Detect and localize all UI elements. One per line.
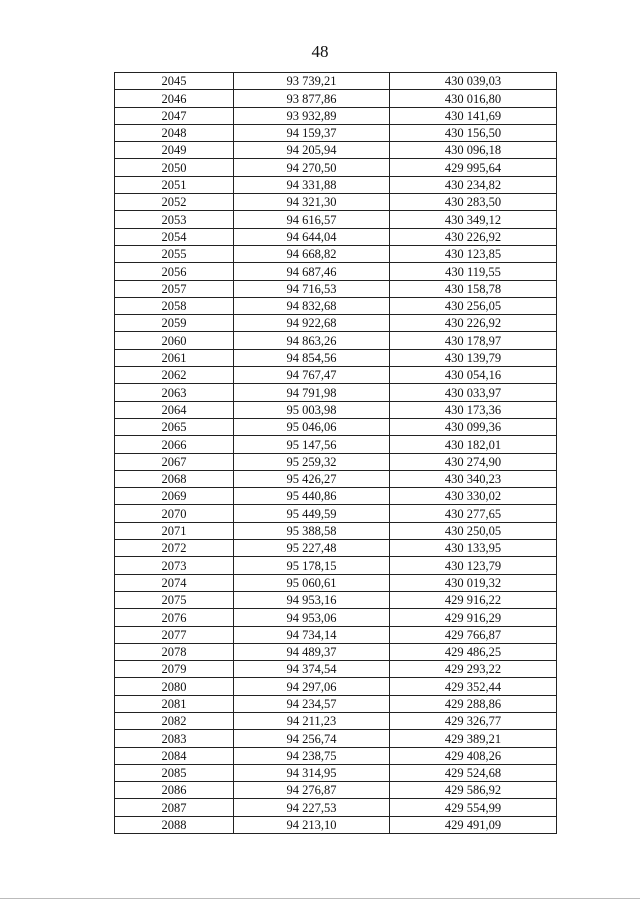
x-coordinate-cell: 94 863,26 — [234, 332, 390, 349]
table-row — [115, 522, 557, 539]
y-coordinate-cell: 429 408,26 — [390, 747, 557, 764]
table-row — [115, 142, 557, 159]
table-row — [115, 73, 557, 90]
point-number-cell: 2056 — [115, 263, 234, 280]
table-row — [115, 505, 557, 522]
point-number-cell: 2075 — [115, 591, 234, 608]
x-coordinate-cell: 95 449,59 — [234, 505, 390, 522]
table-row — [115, 799, 557, 816]
point-number-cell: 2086 — [115, 782, 234, 799]
point-number-cell: 2066 — [115, 436, 234, 453]
table-row — [115, 782, 557, 799]
point-number-cell: 2058 — [115, 297, 234, 314]
x-coordinate-cell: 94 922,68 — [234, 315, 390, 332]
point-number-cell: 2063 — [115, 384, 234, 401]
y-coordinate-cell: 430 123,79 — [390, 557, 557, 574]
y-coordinate-cell: 430 158,78 — [390, 280, 557, 297]
y-coordinate-cell: 430 039,03 — [390, 73, 557, 90]
point-number-cell: 2053 — [115, 211, 234, 228]
table-row — [115, 436, 557, 453]
page-number: 48 — [311, 42, 329, 61]
table-row — [115, 661, 557, 678]
y-coordinate-cell: 430 277,65 — [390, 505, 557, 522]
point-number-cell: 2062 — [115, 367, 234, 384]
point-number-cell: 2083 — [115, 730, 234, 747]
table-row — [115, 470, 557, 487]
point-number-cell: 2080 — [115, 678, 234, 695]
table-row — [115, 453, 557, 470]
x-coordinate-cell: 94 205,94 — [234, 142, 390, 159]
table-row — [115, 263, 557, 280]
y-coordinate-cell: 429 486,25 — [390, 643, 557, 660]
x-coordinate-cell: 95 426,27 — [234, 470, 390, 487]
table-row — [115, 90, 557, 107]
x-coordinate-cell: 94 616,57 — [234, 211, 390, 228]
y-coordinate-cell: 429 995,64 — [390, 159, 557, 176]
table-row — [115, 367, 557, 384]
x-coordinate-cell: 95 259,32 — [234, 453, 390, 470]
x-coordinate-cell: 94 687,46 — [234, 263, 390, 280]
table-row — [115, 695, 557, 712]
y-coordinate-cell: 429 524,68 — [390, 764, 557, 781]
y-coordinate-cell: 430 234,82 — [390, 176, 557, 193]
x-coordinate-cell: 94 234,57 — [234, 695, 390, 712]
x-coordinate-cell: 94 297,06 — [234, 678, 390, 695]
point-number-cell: 2059 — [115, 315, 234, 332]
table-row — [115, 228, 557, 245]
point-number-cell: 2074 — [115, 574, 234, 591]
table-row — [115, 574, 557, 591]
point-number-cell: 2088 — [115, 816, 234, 833]
y-coordinate-cell: 430 139,79 — [390, 349, 557, 366]
y-coordinate-cell: 430 033,97 — [390, 384, 557, 401]
table-row — [115, 159, 557, 176]
y-coordinate-cell: 429 491,09 — [390, 816, 557, 833]
table-row — [115, 332, 557, 349]
point-number-cell: 2049 — [115, 142, 234, 159]
point-number-cell: 2065 — [115, 418, 234, 435]
point-number-cell: 2087 — [115, 799, 234, 816]
x-coordinate-cell: 94 314,95 — [234, 764, 390, 781]
x-coordinate-cell: 94 791,98 — [234, 384, 390, 401]
point-number-cell: 2079 — [115, 661, 234, 678]
point-number-cell: 2069 — [115, 488, 234, 505]
y-coordinate-cell: 430 330,02 — [390, 488, 557, 505]
point-number-cell: 2052 — [115, 194, 234, 211]
point-number-cell: 2073 — [115, 557, 234, 574]
x-coordinate-cell: 95 046,06 — [234, 418, 390, 435]
point-number-cell: 2055 — [115, 245, 234, 262]
coordinates-table — [114, 72, 557, 834]
x-coordinate-cell: 95 003,98 — [234, 401, 390, 418]
y-coordinate-cell: 429 326,77 — [390, 712, 557, 729]
y-coordinate-cell: 429 352,44 — [390, 678, 557, 695]
x-coordinate-cell: 94 767,47 — [234, 367, 390, 384]
x-coordinate-cell: 95 147,56 — [234, 436, 390, 453]
y-coordinate-cell: 430 141,69 — [390, 107, 557, 124]
y-coordinate-cell: 430 283,50 — [390, 194, 557, 211]
y-coordinate-cell: 430 340,23 — [390, 470, 557, 487]
point-number-cell: 2046 — [115, 90, 234, 107]
table-row — [115, 280, 557, 297]
y-coordinate-cell: 430 173,36 — [390, 401, 557, 418]
y-coordinate-cell: 429 389,21 — [390, 730, 557, 747]
point-number-cell: 2068 — [115, 470, 234, 487]
x-coordinate-cell: 94 374,54 — [234, 661, 390, 678]
x-coordinate-cell: 93 877,86 — [234, 90, 390, 107]
x-coordinate-cell: 94 854,56 — [234, 349, 390, 366]
table-row — [115, 764, 557, 781]
x-coordinate-cell: 95 060,61 — [234, 574, 390, 591]
x-coordinate-cell: 95 388,58 — [234, 522, 390, 539]
table-row — [115, 124, 557, 141]
x-coordinate-cell: 94 644,04 — [234, 228, 390, 245]
y-coordinate-cell: 430 156,50 — [390, 124, 557, 141]
y-coordinate-cell: 429 766,87 — [390, 626, 557, 643]
point-number-cell: 2067 — [115, 453, 234, 470]
y-coordinate-cell: 429 288,86 — [390, 695, 557, 712]
table-row — [115, 349, 557, 366]
x-coordinate-cell: 95 178,15 — [234, 557, 390, 574]
x-coordinate-cell: 94 489,37 — [234, 643, 390, 660]
y-coordinate-cell: 430 182,01 — [390, 436, 557, 453]
table-row — [115, 540, 557, 557]
point-number-cell: 2078 — [115, 643, 234, 660]
y-coordinate-cell: 429 293,22 — [390, 661, 557, 678]
y-coordinate-cell: 430 099,36 — [390, 418, 557, 435]
point-number-cell: 2076 — [115, 609, 234, 626]
table-row — [115, 816, 557, 833]
x-coordinate-cell: 95 227,48 — [234, 540, 390, 557]
y-coordinate-cell: 430 256,05 — [390, 297, 557, 314]
point-number-cell: 2077 — [115, 626, 234, 643]
table-row — [115, 297, 557, 314]
x-coordinate-cell: 95 440,86 — [234, 488, 390, 505]
x-coordinate-cell: 94 953,06 — [234, 609, 390, 626]
table-row — [115, 712, 557, 729]
table-row — [115, 557, 557, 574]
table-row — [115, 401, 557, 418]
x-coordinate-cell: 94 734,14 — [234, 626, 390, 643]
x-coordinate-cell: 93 932,89 — [234, 107, 390, 124]
x-coordinate-cell: 94 668,82 — [234, 245, 390, 262]
table-row — [115, 245, 557, 262]
table-row — [115, 591, 557, 608]
table-row — [115, 678, 557, 695]
y-coordinate-cell: 430 178,97 — [390, 332, 557, 349]
x-coordinate-cell: 94 213,10 — [234, 816, 390, 833]
coordinates-table-body — [115, 73, 557, 834]
table-row — [115, 626, 557, 643]
x-coordinate-cell: 94 159,37 — [234, 124, 390, 141]
x-coordinate-cell: 94 276,87 — [234, 782, 390, 799]
point-number-cell: 2054 — [115, 228, 234, 245]
point-number-cell: 2061 — [115, 349, 234, 366]
table-row — [115, 211, 557, 228]
y-coordinate-cell: 430 096,18 — [390, 142, 557, 159]
point-number-cell: 2048 — [115, 124, 234, 141]
point-number-cell: 2064 — [115, 401, 234, 418]
y-coordinate-cell: 429 586,92 — [390, 782, 557, 799]
point-number-cell: 2050 — [115, 159, 234, 176]
y-coordinate-cell: 430 019,32 — [390, 574, 557, 591]
y-coordinate-cell: 430 016,80 — [390, 90, 557, 107]
x-coordinate-cell: 94 953,16 — [234, 591, 390, 608]
point-number-cell: 2060 — [115, 332, 234, 349]
y-coordinate-cell: 430 226,92 — [390, 315, 557, 332]
x-coordinate-cell: 94 256,74 — [234, 730, 390, 747]
point-number-cell: 2072 — [115, 540, 234, 557]
y-coordinate-cell: 429 554,99 — [390, 799, 557, 816]
point-number-cell: 2045 — [115, 73, 234, 90]
x-coordinate-cell: 94 716,53 — [234, 280, 390, 297]
y-coordinate-cell: 429 916,29 — [390, 609, 557, 626]
table-row — [115, 730, 557, 747]
x-coordinate-cell: 94 321,30 — [234, 194, 390, 211]
table-row — [115, 643, 557, 660]
y-coordinate-cell: 430 054,16 — [390, 367, 557, 384]
x-coordinate-cell: 94 331,88 — [234, 176, 390, 193]
point-number-cell: 2084 — [115, 747, 234, 764]
y-coordinate-cell: 430 349,12 — [390, 211, 557, 228]
point-number-cell: 2051 — [115, 176, 234, 193]
x-coordinate-cell: 94 238,75 — [234, 747, 390, 764]
table-row — [115, 176, 557, 193]
table-row — [115, 384, 557, 401]
y-coordinate-cell: 430 226,92 — [390, 228, 557, 245]
point-number-cell: 2082 — [115, 712, 234, 729]
table-row — [115, 488, 557, 505]
x-coordinate-cell: 93 739,21 — [234, 73, 390, 90]
y-coordinate-cell: 430 250,05 — [390, 522, 557, 539]
page-bottom-edge — [0, 898, 640, 899]
y-coordinate-cell: 429 916,22 — [390, 591, 557, 608]
y-coordinate-cell: 430 123,85 — [390, 245, 557, 262]
x-coordinate-cell: 94 270,50 — [234, 159, 390, 176]
y-coordinate-cell: 430 133,95 — [390, 540, 557, 557]
table-row — [115, 418, 557, 435]
point-number-cell: 2071 — [115, 522, 234, 539]
x-coordinate-cell: 94 211,23 — [234, 712, 390, 729]
y-coordinate-cell: 430 119,55 — [390, 263, 557, 280]
point-number-cell: 2057 — [115, 280, 234, 297]
point-number-cell: 2085 — [115, 764, 234, 781]
x-coordinate-cell: 94 832,68 — [234, 297, 390, 314]
y-coordinate-cell: 430 274,90 — [390, 453, 557, 470]
table-row — [115, 107, 557, 124]
x-coordinate-cell: 94 227,53 — [234, 799, 390, 816]
point-number-cell: 2070 — [115, 505, 234, 522]
table-row — [115, 315, 557, 332]
table-row — [115, 747, 557, 764]
point-number-cell: 2047 — [115, 107, 234, 124]
table-row — [115, 194, 557, 211]
point-number-cell: 2081 — [115, 695, 234, 712]
table-row — [115, 609, 557, 626]
